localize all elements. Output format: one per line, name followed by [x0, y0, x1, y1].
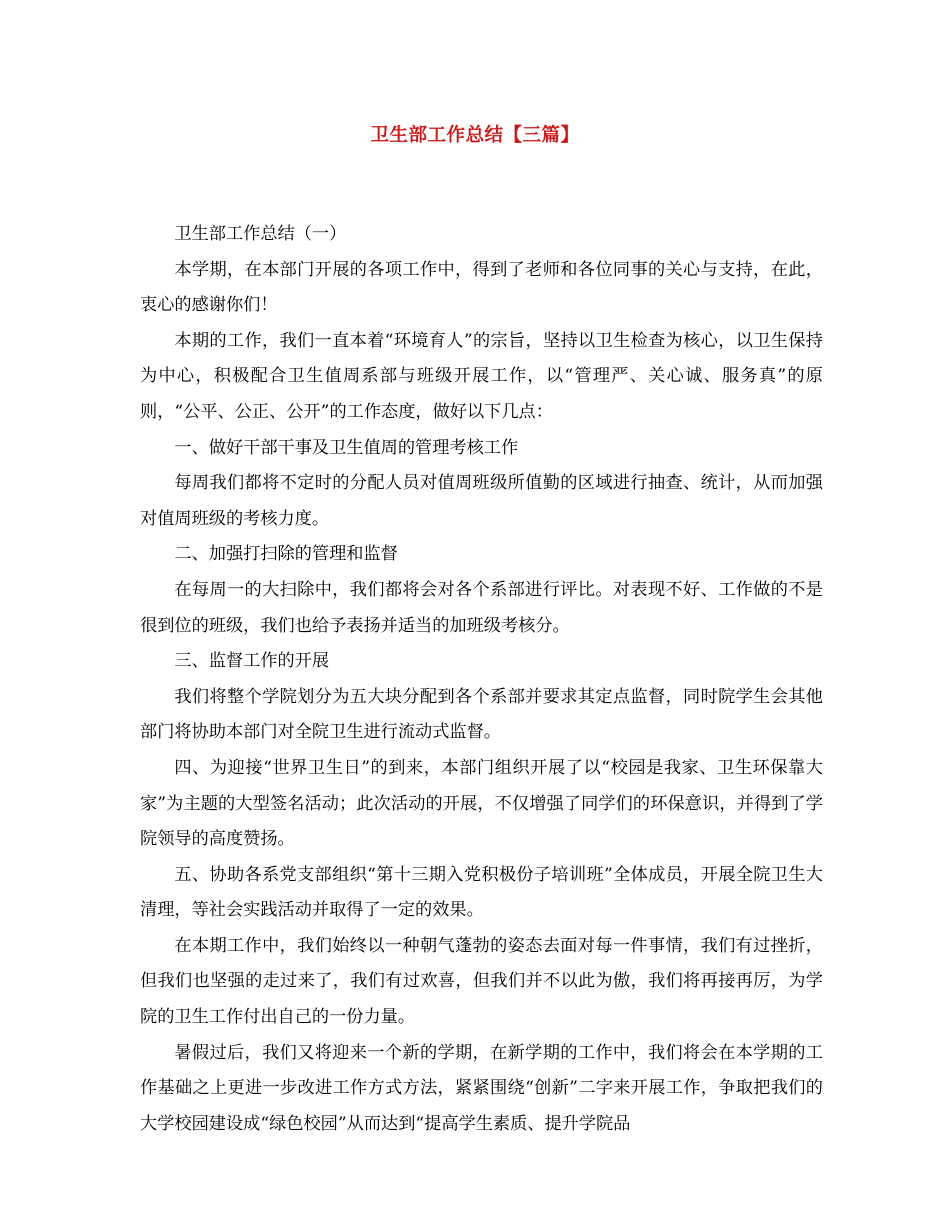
paragraph: 暑假过后，我们又将迎来一个新的学期，在新学期的工作中，我们将会在本学期的工作基础之上更进一步改进工作方式方法，紧紧围绕“创新”二字来开展工作，争取把我们的大学校园建设成“绿色校园”从而达到“提高学生素质、提升学院品 [140, 1042, 823, 1134]
item-heading: 一、做好干部干事及卫生值周的管理考核工作 [174, 437, 519, 458]
item-heading: 二、加强打扫除的管理和监督 [174, 544, 398, 565]
paragraph: 本学期，在本部门开展的各项工作中，得到了老师和各位同事的关心与支持，在此，衷心的感谢你们！ [140, 259, 823, 316]
paragraph: 我们将整个学院划分为五大块分配到各个系部并要求其定点监督，同时院学生会其他部门将协助本部门对全院卫生进行流动式监督。 [140, 686, 823, 743]
paragraph: 在每周一的大扫除中，我们都将会对各个系部进行评比。对表现不好、工作做的不是很到位的班级，我们也给予表扬并适当的加班级考核分。 [140, 579, 823, 636]
paragraph: 五、协助各系党支部组织“第十三期入党积极份子培训班”全体成员，开展全院卫生大清理，等社会实践活动并取得了一定的效果。 [140, 864, 823, 921]
section-heading: 卫生部工作总结（一） [174, 224, 347, 244]
item-heading: 三、监督工作的开展 [174, 651, 330, 672]
document-title: 卫生部工作总结【三篇】 [370, 125, 580, 146]
paragraph: 四、为迎接“世界卫生日”的到来，本部门组织开展了以“校园是我家、卫生环保靠大家”为主题的大型签名活动；此次活动的开展，不仅增强了同学们的环保意识，并得到了学院领导的高度赞扬。 [140, 757, 823, 850]
document-body [140, 217, 823, 1142]
paragraph: 在本期工作中，我们始终以一种朝气蓬勃的姿态去面对每一件事情，我们有过挫折，但我们也坚强的走过来了，我们有过欢喜，但我们并不以此为傲，我们将再接再厉，为学院的卫生工作付出自己的一份力量。 [140, 935, 823, 1028]
paragraph: 本期的工作，我们一直本着“环境育人”的宗旨，坚持以卫生检查为核心，以卫生保持为中心，积极配合卫生值周系部与班级开展工作，以“管理严、关心诚、服务真”的原则，“公平、公正、公开”的工作态度，做好以下几点： [140, 330, 823, 422]
paragraph: 每周我们都将不定时的分配人员对值周班级所值勤的区域进行抽查、统计，从而加强对值周班级的考核力度。 [140, 473, 823, 529]
